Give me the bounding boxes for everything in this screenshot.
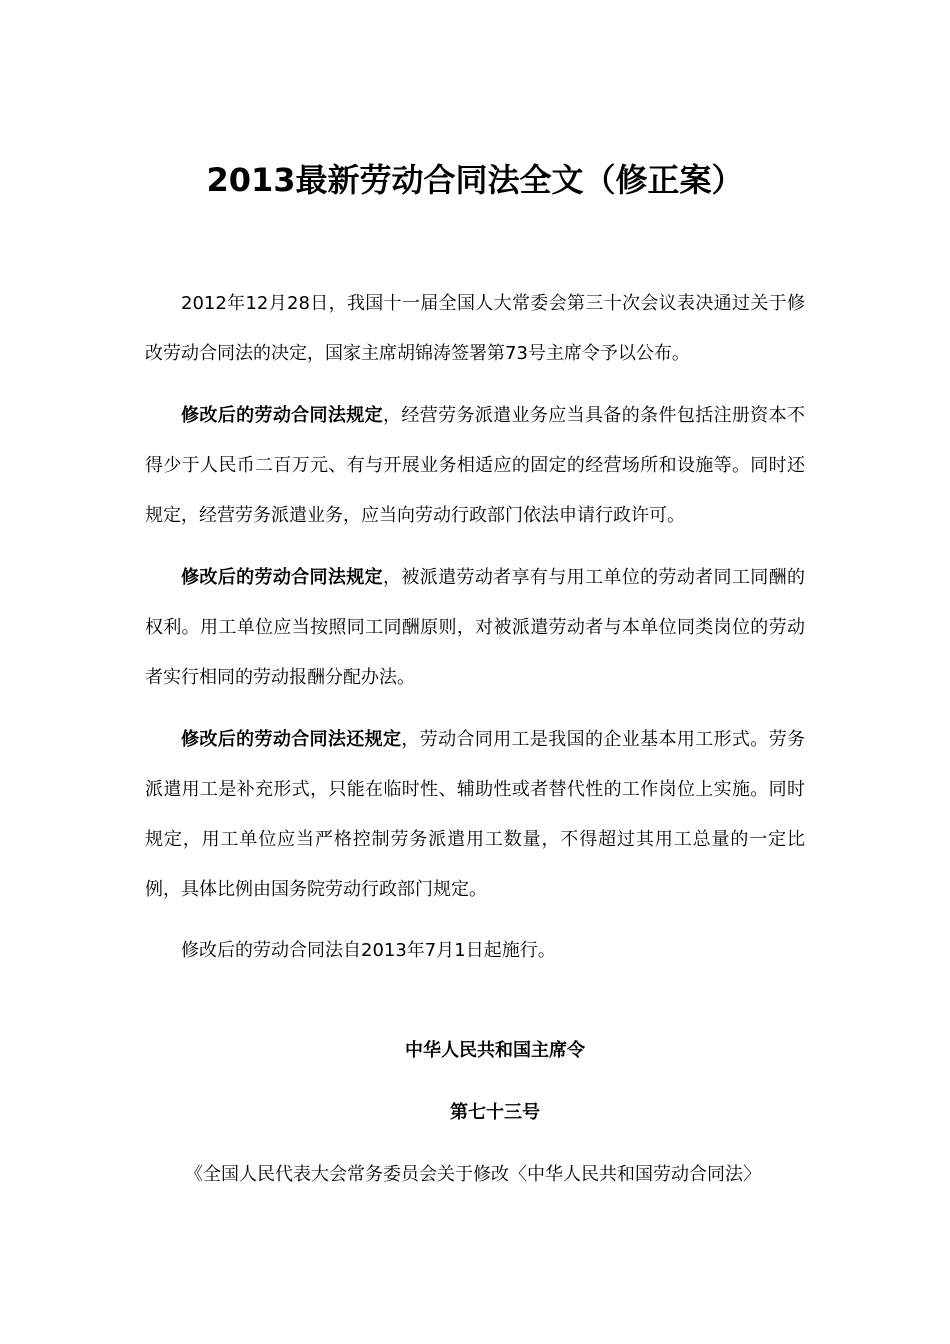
paragraph-bold-lead: 修改后的劳动合同法还规定 [181, 729, 402, 750]
paragraph-text: ，被派遣劳动者享有与用工单位的劳动者同工同酬的权利。用工单位应当按照同工同酬原则，对被派遣劳动者与本单位同类岗位的劳动者实行相同的劳动报酬分配办法。 [145, 567, 805, 688]
paragraph-bold-lead: 修改后的劳动合同法规定 [181, 567, 383, 588]
paragraph-text: 2012年12月28日，我国十一届全国人大常委会第三十次会议表决通过关于修改劳动合同法的决定，国家主席胡锦涛签署第73号主席令予以公布。 [145, 293, 805, 364]
paragraph-text: 修改后的劳动合同法自2013年7月1日起施行。 [181, 940, 556, 961]
decision-title-line: 《全国人民代表大会常务委员会关于修改〈中华人民共和国劳动合同法〉 [185, 1164, 761, 1185]
paragraph-effective-date [145, 926, 805, 976]
paragraph-dispatch-conditions [145, 391, 805, 541]
document-title: 2013最新劳动合同法全文（修正案） [206, 161, 744, 199]
presidential-order-heading: 中华人民共和国主席令 [405, 1040, 585, 1061]
paragraph-announcement [145, 279, 805, 379]
paragraph-text: ，劳动合同用工是我国的企业基本用工形式。劳务派遣用工是补充形式，只能在临时性、辅助性或者替代性的工作岗位上实施。同时规定，用工单位应当严格控制劳务派遣用工数量，不得超过其用工总量的一定比例，具体比例由国务院劳动行政部门规定。 [145, 729, 806, 900]
paragraph-bold-lead: 修改后的劳动合同法规定 [181, 405, 383, 426]
presidential-order-number: 第七十三号 [450, 1102, 540, 1123]
paragraph-text: ，经营劳务派遣业务应当具备的条件包括注册资本不得少于人民币二百万元、有与开展业务相适应的固定的经营场所和设施等。同时还规定，经营劳务派遣业务，应当向劳动行政部门依法申请行政许可。 [145, 405, 805, 526]
paragraph-equal-pay [145, 553, 805, 703]
paragraph-employment-form [145, 715, 805, 915]
